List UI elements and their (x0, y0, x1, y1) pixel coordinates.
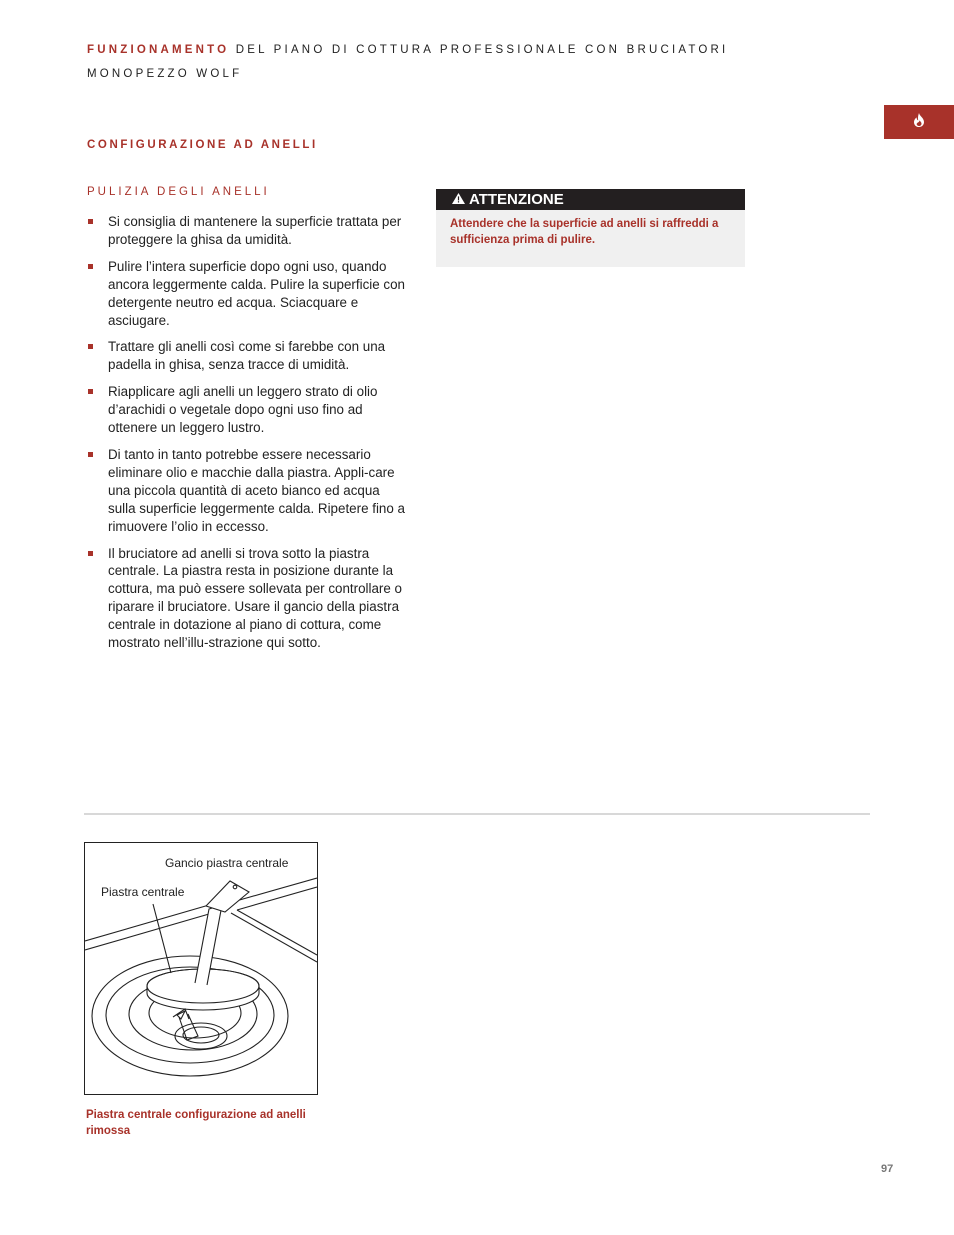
list-item (87, 383, 407, 437)
section-divider (84, 813, 870, 815)
warning-triangle-icon (452, 193, 465, 207)
list-item-text: Il bruciatore ad anelli si trova sotto la piastra centrale. La piastra resta in posizione durante la cottura, ma può essere sollevata per controllare o riparare il bruciatore. Usare il gancio della piastra centrale in dotazione al piano di cottura, come mostrato nell’illu-strazione qui sotto. (108, 545, 403, 651)
plate-label: Piastra centrale (101, 885, 185, 899)
warning-box (436, 189, 745, 267)
bullet-square-icon (88, 452, 93, 457)
list-item-text: Trattare gli anelli così come si farebbe con una padella in ghisa, senza tracce di umidità. (108, 339, 386, 373)
list-item (87, 258, 407, 330)
section-tab (884, 105, 954, 139)
cleaning-instructions-list (87, 213, 407, 661)
subsection-title: PULIZIA DEGLI ANELLI (87, 186, 270, 198)
list-item (87, 545, 407, 652)
bullet-square-icon (88, 551, 93, 556)
warning-header (436, 189, 745, 210)
page-header (87, 38, 787, 86)
burner-illustration (85, 843, 317, 1094)
header-accent: FUNZIONAMENTO (87, 44, 230, 56)
list-item-text: Pulire l’intera superficie dopo ogni uso, quando ancora leggermente calda. Pulire la superficie con detergente neutro ed acqua. Sciacquare e asciugare. (108, 258, 405, 328)
list-item-text: Di tanto in tanto potrebbe essere necessario eliminare olio e macchie dalla piastra. Appli-care una piccola quantità di aceto bianco ed acqua sulla superficie leggermente calda. Ripetere fino a rimuovere l’olio in eccesso. (108, 446, 405, 534)
bullet-square-icon (88, 344, 93, 349)
list-item (87, 338, 407, 374)
header-line-2: MONOPEZZO WOLF (87, 68, 243, 80)
bullet-square-icon (88, 219, 93, 224)
flame-icon (913, 113, 925, 132)
list-item-text: Si consiglia di mantenere la superficie trattata per proteggere la ghisa da umidità. (108, 214, 402, 247)
warning-title: ATTENZIONE (469, 191, 564, 208)
header-line-1 (87, 38, 787, 62)
warning-text: Attendere che la superficie ad anelli si raffreddi a sufficienza prima di pulire. (450, 218, 719, 246)
list-item (87, 446, 407, 536)
bullet-square-icon (88, 389, 93, 394)
bullet-square-icon (88, 264, 93, 269)
list-item-text: Riapplicare agli anelli un leggero strato di olio d’arachidi o vegetale dopo ogni uso fino ad ottenere un leggero lustro. (108, 384, 378, 436)
page-number: 97 (881, 1163, 894, 1175)
hook-label: Gancio piastra centrale (165, 856, 289, 870)
list-item (87, 213, 407, 249)
figure-caption: Piastra centrale configurazione ad anelli rimossa (86, 1109, 306, 1137)
section-title: CONFIGURAZIONE AD ANELLI (87, 139, 318, 151)
header-title: DEL PIANO DI COTTURA PROFESSIONALE CON BRUCIATORI (235, 44, 729, 56)
illustration-figure (84, 842, 318, 1095)
